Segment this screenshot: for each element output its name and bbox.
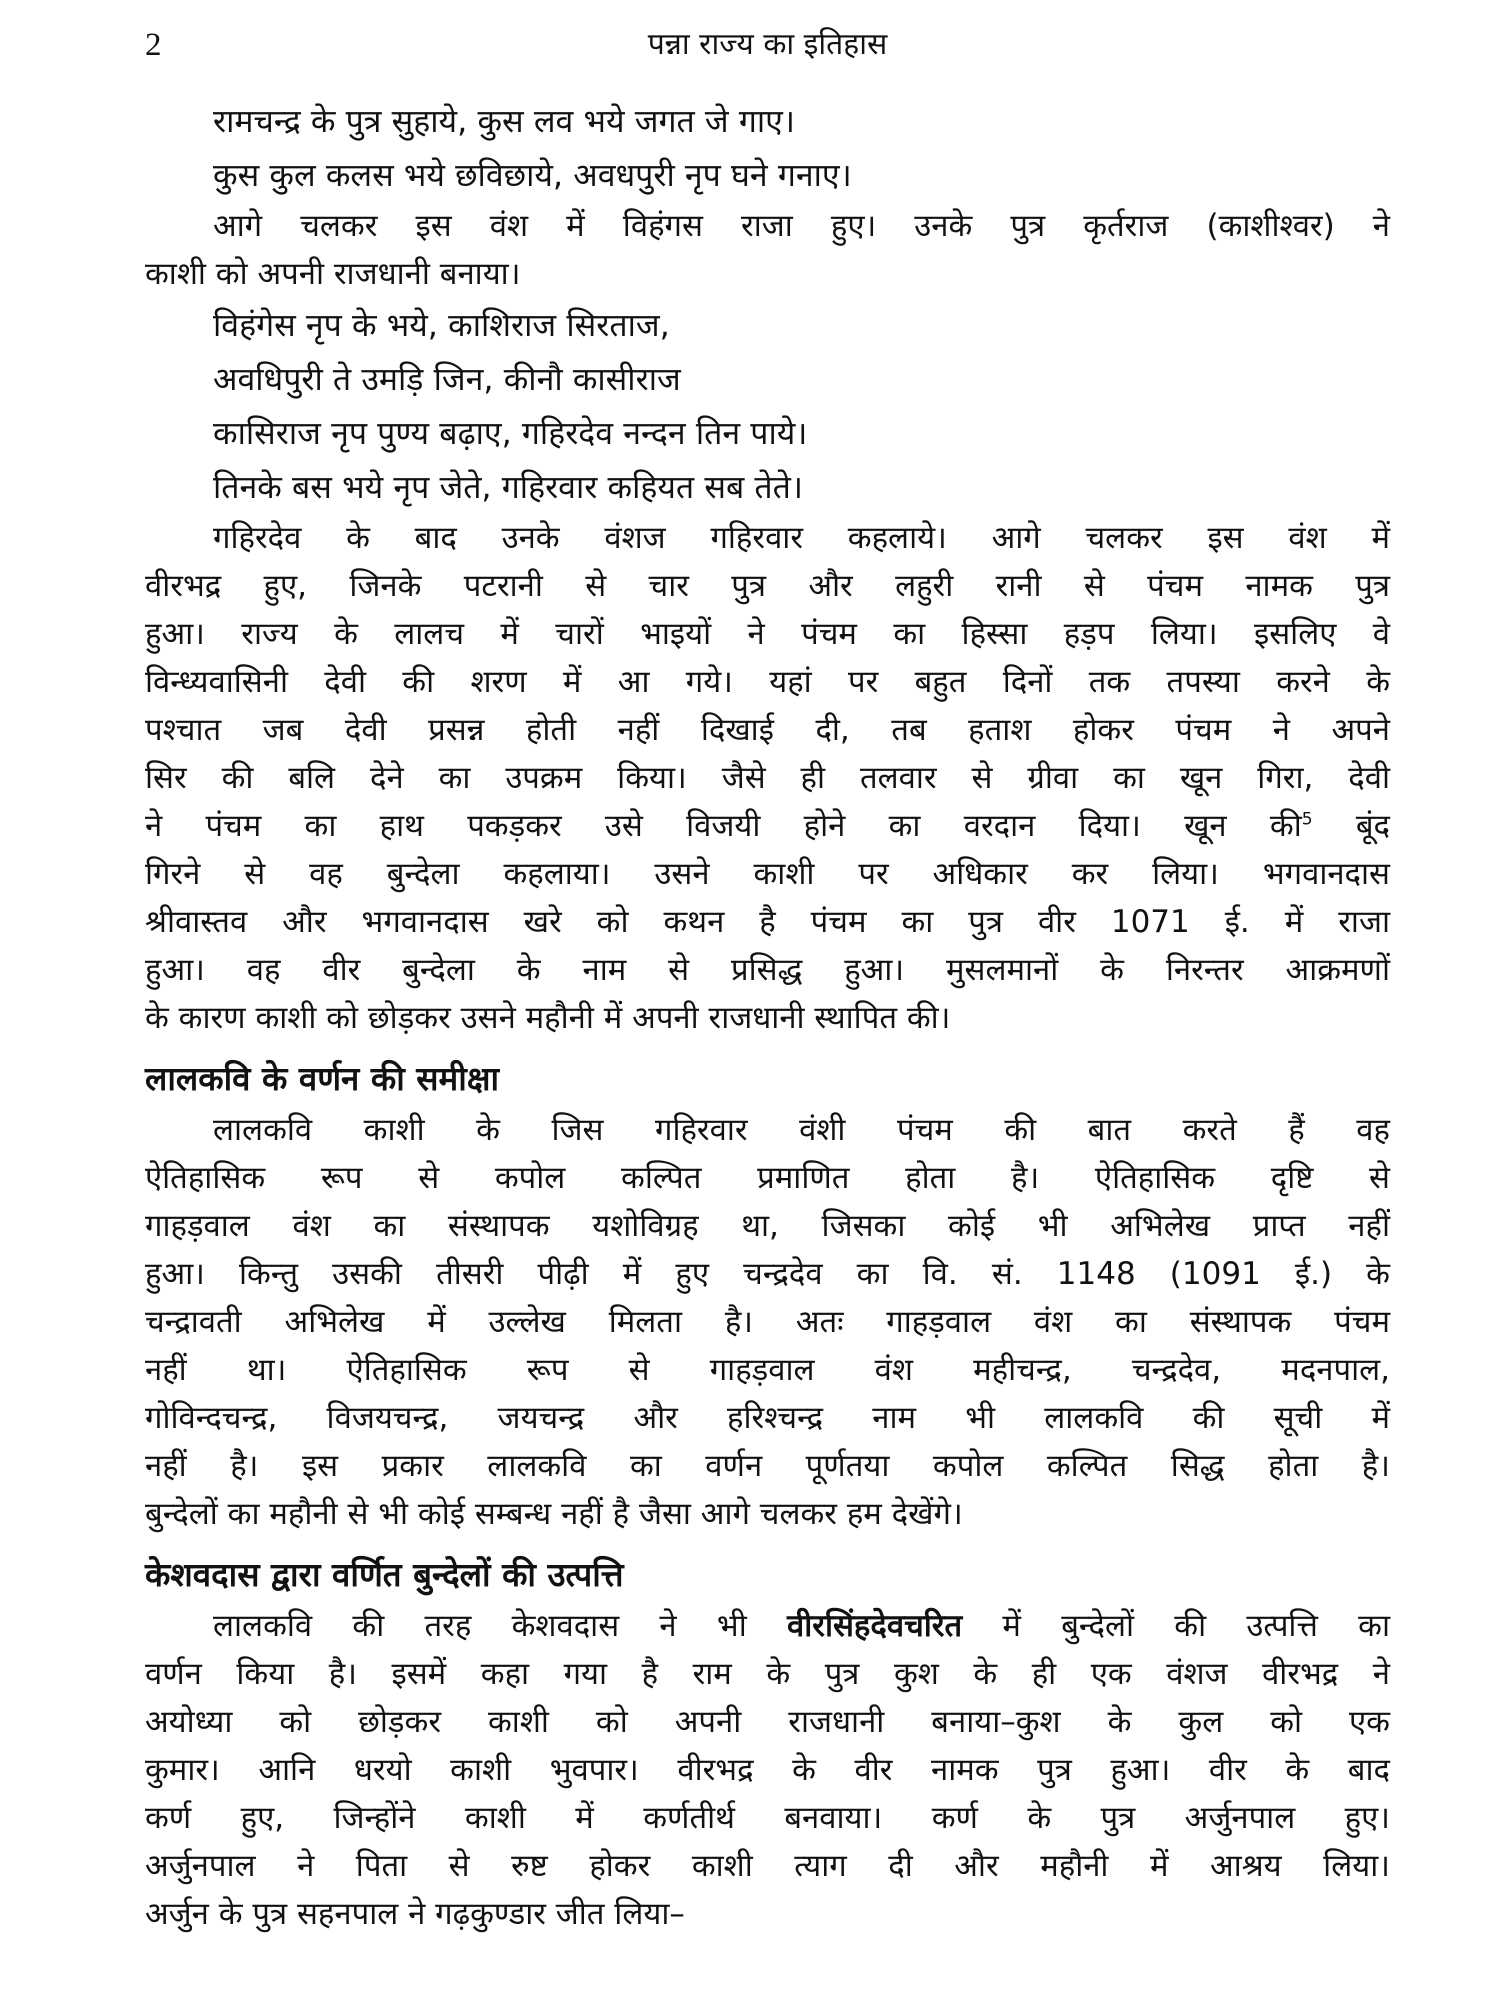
paragraph-line: गोविन्दचन्द्र, विजयचन्द्र, जयचन्द्र और हरिश्चन्द्र नाम भी लालकवि की सूची में <box>145 1400 1390 1436</box>
paragraph-line: काशी को अपनी राजधानी बनाया। <box>145 256 521 292</box>
paragraph-line: वर्णन किया है। इसमें कहा गया है राम के पुत्र कुश के ही एक वंशज वीरभद्र ने <box>145 1656 1390 1692</box>
verse-block-2 <box>145 298 1390 514</box>
paragraph-line: नहीं था। ऐतिहासिक रूप से गाहड़वाल वंश महीचन्द्र, चन्द्रदेव, मदनपाल, <box>145 1352 1390 1388</box>
page-number: 2 <box>145 27 162 63</box>
verse-line: विहंगेस नृप के भये, काशिराज सिरताज, <box>213 306 670 344</box>
paragraph-line: हुआ। वह वीर बुन्देला के नाम से प्रसिद्ध हुआ। मुसलमानों के निरन्तर आक्रमणों <box>145 952 1390 988</box>
verse-line: तिनके बस भये नृप जेते, गहिरवार कहियत सब तेते। <box>213 468 804 506</box>
paragraph-line: आगे चलकर इस वंश में विहंगस राजा हुए। उनके पुत्र कृर्तराज (काशीश्वर) ने <box>213 208 1390 244</box>
paragraph-line: श्रीवास्तव और भगवानदास खरे को कथन है पंचम का पुत्र वीर 1071 ई. में राजा <box>145 904 1390 940</box>
paragraph-line: कर्ण हुए, जिन्होंने काशी में कर्णतीर्थ बनवाया। कर्ण के पुत्र अर्जुनपाल हुए। <box>145 1800 1390 1836</box>
paragraph-1 <box>145 202 1390 298</box>
paragraph-lalkavi-review <box>145 1106 1390 1538</box>
paragraph-line: लालकवि काशी के जिस गहिरवार वंशी पंचम की बात करते हैं वह <box>213 1112 1390 1148</box>
paragraph-line <box>145 1602 1390 1650</box>
paragraph-line: अर्जुन के पुत्र सहनपाल ने गढ़कुण्डार जीत लिया– <box>145 1896 685 1932</box>
verse-line: रामचन्द्र के पुत्र सुहाये, कुस लव भये जगत जे गाए। <box>213 102 795 140</box>
line-text: में बुन्देलों की उत्पत्ति का <box>962 1608 1390 1644</box>
running-title: पन्ना राज्य का इतिहास <box>647 27 888 62</box>
paragraph-line: के कारण काशी को छोड़कर उसने महौनी में अपनी राजधानी स्थापित की। <box>145 1000 951 1036</box>
paragraph-line: चन्द्रावती अभिलेख में उल्लेख मिलता है। अतः गाहड़वाल वंश का संस्थापक पंचम <box>145 1304 1390 1340</box>
section-heading-lalkavi-review: लालकवि के वर्णन की समीक्षा <box>145 1059 500 1098</box>
verse-block-1 <box>145 94 1390 202</box>
paragraph-line: गहिरदेव के बाद उनके वंशज गहिरवार कहलाये। आगे चलकर इस वंश में <box>213 520 1390 556</box>
paragraph-line: ऐतिहासिक रूप से कपोल कल्पित प्रमाणित होता है। ऐतिहासिक दृष्टि से <box>145 1160 1390 1196</box>
section-heading-keshavdas-origin: केशवदास द्वारा वर्णित बुन्देलों की उत्पत्ति <box>145 1555 624 1594</box>
paragraph-keshavdas-origin <box>145 1602 1390 1938</box>
paragraph-line: नहीं है। इस प्रकार लालकवि का वर्णन पूर्णतया कपोल कल्पित सिद्ध होता है। <box>145 1448 1390 1484</box>
paragraph-line: सिर की बलि देने का उपक्रम किया। जैसे ही तलवार से ग्रीवा का खून गिरा, देवी <box>145 760 1390 796</box>
paragraph-line <box>145 802 1390 850</box>
paragraph-line: अयोध्या को छोड़कर काशी को अपनी राजधानी बनाया–कुश के कुल को एक <box>145 1704 1390 1740</box>
book-title-emphasis: वीरसिंहदेवचरित <box>787 1608 963 1644</box>
paragraph-line: विन्ध्यवासिनी देवी की शरण में आ गये। यहां पर बहुत दिनों तक तपस्या करने के <box>145 664 1390 700</box>
verse-line: कासिराज नृप पुण्य बढ़ाए, गहिरदेव नन्दन तिन पाये। <box>213 414 808 452</box>
paragraph-line: हुआ। राज्य के लालच में चारों भाइयों ने पंचम का हिस्सा हड़प लिया। इसलिए वे <box>145 616 1390 652</box>
verse-line: अवधिपुरी ते उमड़ि जिन, कीनौ कासीराज <box>213 360 681 398</box>
footnote-reference: 5 <box>1301 809 1313 830</box>
line-text: लालकवि की तरह केशवदास ने भी <box>213 1608 787 1644</box>
paragraph-line: बुन्देलों का महौनी से भी कोई सम्बन्ध नहीं है जैसा आगे चलकर हम देखेंगे। <box>145 1496 963 1532</box>
paragraph-line: कुमार। आनि धरयो काशी भुवपार। वीरभद्र के वीर नामक पुत्र हुआ। वीर के बाद <box>145 1752 1390 1788</box>
line-text: ने पंचम का हाथ पकड़कर उसे विजयी होने का वरदान दिया। खून की <box>145 808 1302 844</box>
line-text: बूंद <box>1312 808 1390 844</box>
paragraph-line: वीरभद्र हुए, जिनके पटरानी से चार पुत्र और लहुरी रानी से पंचम नामक पुत्र <box>145 568 1390 604</box>
paragraph-line: हुआ। किन्तु उसकी तीसरी पीढ़ी में हुए चन्द्रदेव का वि. सं. 1148 (1091 ई.) के <box>145 1256 1390 1292</box>
paragraph-line: पश्चात जब देवी प्रसन्न होती नहीं दिखाई दी, तब हताश होकर पंचम ने अपने <box>145 712 1390 748</box>
paragraph-2 <box>145 514 1390 1042</box>
paragraph-line: अर्जुनपाल ने पिता से रुष्ट होकर काशी त्याग दी और महौनी में आश्रय लिया। <box>145 1848 1390 1884</box>
paragraph-line: गिरने से वह बुन्देला कहलाया। उसने काशी पर अधिकार कर लिया। भगवानदास <box>145 856 1390 892</box>
paragraph-line: गाहड़वाल वंश का संस्थापक यशोविग्रह था, जिसका कोई भी अभिलेख प्राप्त नहीं <box>145 1208 1390 1244</box>
verse-line: कुस कुल कलस भये छविछाये, अवधपुरी नृप घने गनाए। <box>213 156 852 194</box>
running-header <box>145 22 1390 68</box>
